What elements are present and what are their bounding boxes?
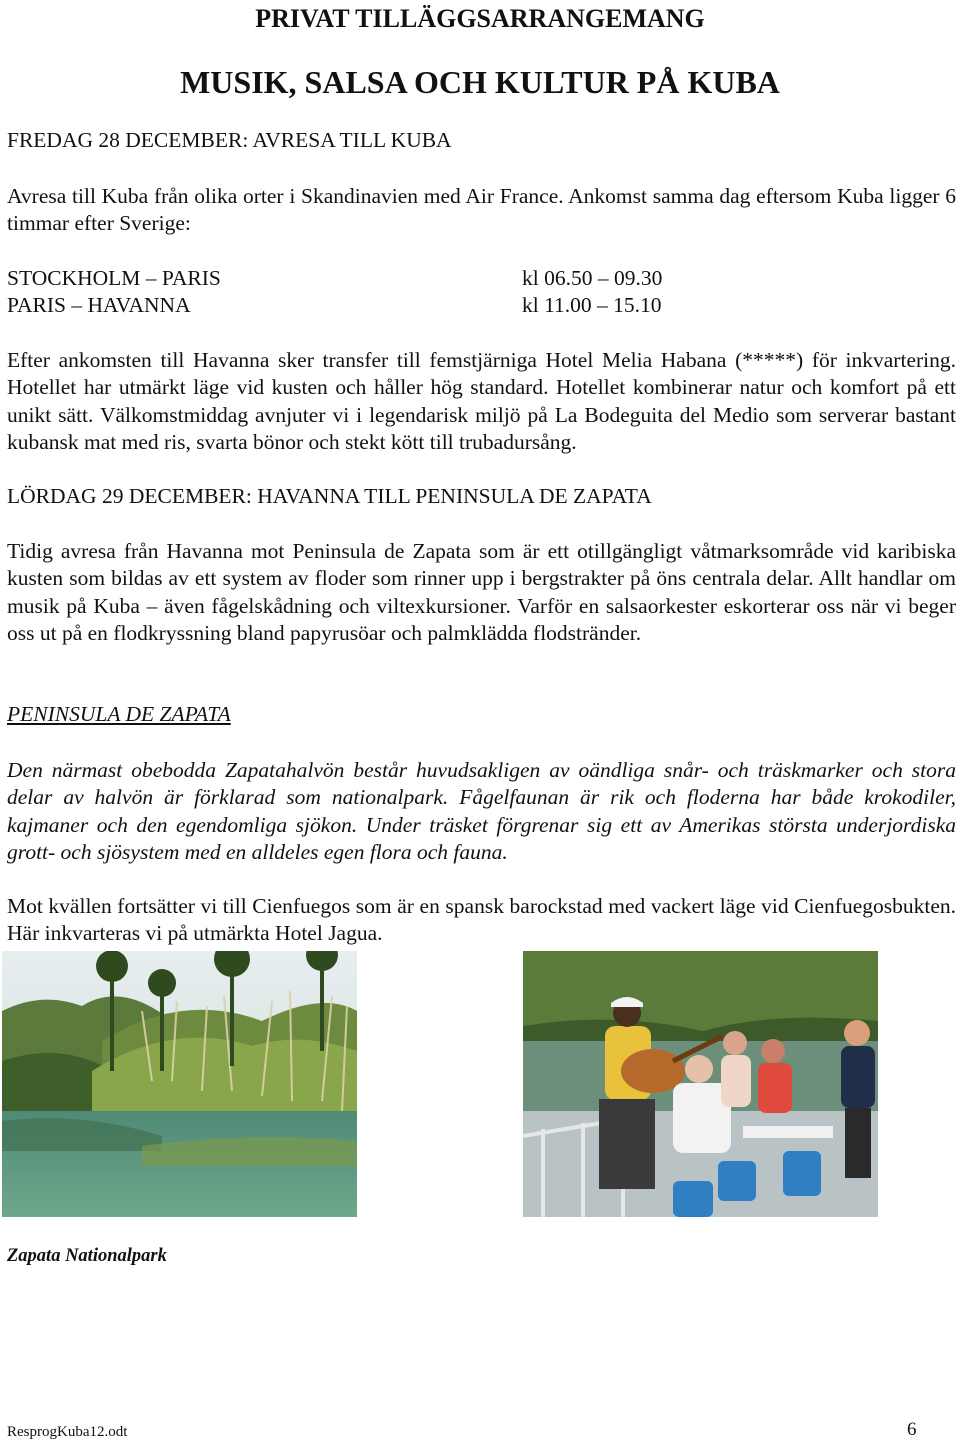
flight-time-1: kl 06.50 – 09.30 <box>522 266 663 290</box>
footer-filename: ResprogKuba12.odt <box>7 1424 128 1440</box>
zapata-box-title: PENINSULA DE ZAPATA <box>7 702 231 726</box>
photo-boat-musician <box>523 951 878 1217</box>
zapata-box-text: Den närmast obebodda Zapatahalvön består huvudsakligen av oändliga snår- och träskmarker och stora delar av halvön är förklarad som nationalpark. Fågelfaunan är rik och floderna har både krokodiler, kajmaner och den egendomliga sjökon. Under träsket förgrenar sig ett av Amerikas största underjordiska grott- och sjösystem med en alldeles egen flora och fauna. <box>7 758 956 864</box>
flight-route-1: STOCKHOLM – PARIS <box>7 266 221 290</box>
page-title: MUSIK, SALSA OCH KULTUR PÅ KUBA <box>180 64 780 100</box>
day2-heading: LÖRDAG 29 DECEMBER: HAVANNA TILL PENINSULA DE ZAPATA <box>7 484 652 508</box>
evening-text: Mot kvällen fortsätter vi till Cienfuegos som är en spansk barockstad med vackert läge vid Cienfuegosbukten. Här inkvarteras vi på utmärkta Hotel Jagua. <box>7 894 956 946</box>
day1-body: Efter ankomsten till Havanna sker transfer till femstjärniga Hotel Melia Habana (*****) för inkvartering. Hotellet har utmärkt läge vid kusten och håller hög standard. Hotellet kombinerar natur och komfort på ett unikt sätt. Välkomstmiddag avnjuter vi i legendarisk miljö på La Bodeguita del Medio som serverar bastant kubansk mat med ris, svarta bönor och stekt kött till trubadursång. <box>7 348 956 454</box>
day1-heading: FREDAG 28 DECEMBER: AVRESA TILL KUBA <box>7 128 452 152</box>
page-number: 6 <box>907 1419 917 1440</box>
supertitle: PRIVAT TILLÄGGSARRANGEMANG <box>255 4 705 33</box>
photo-caption: Zapata Nationalpark <box>7 1246 167 1266</box>
flight-time-2: kl 11.00 – 15.10 <box>522 293 662 317</box>
flight-route-2: PARIS – HAVANNA <box>7 293 191 317</box>
photo-river-landscape <box>2 951 357 1217</box>
day1-intro: Avresa till Kuba från olika orter i Skandinavien med Air France. Ankomst samma dag eftersom Kuba ligger 6 timmar efter Sverige: <box>7 184 956 236</box>
day2-body: Tidig avresa från Havanna mot Peninsula de Zapata som är ett otillgängligt våtmarksområde vid karibiska kusten som bildas av ett system av floder som rinner upp i bergstrakter på öns centrala delar. Allt handlar om musik på Kuba – även fågelskådning och viltexkursioner. Varför en salsaorkester eskorterar oss när vi beger oss ut på en flodkryssning bland papyrusöar och palmklädda flodstränder. <box>7 539 956 645</box>
